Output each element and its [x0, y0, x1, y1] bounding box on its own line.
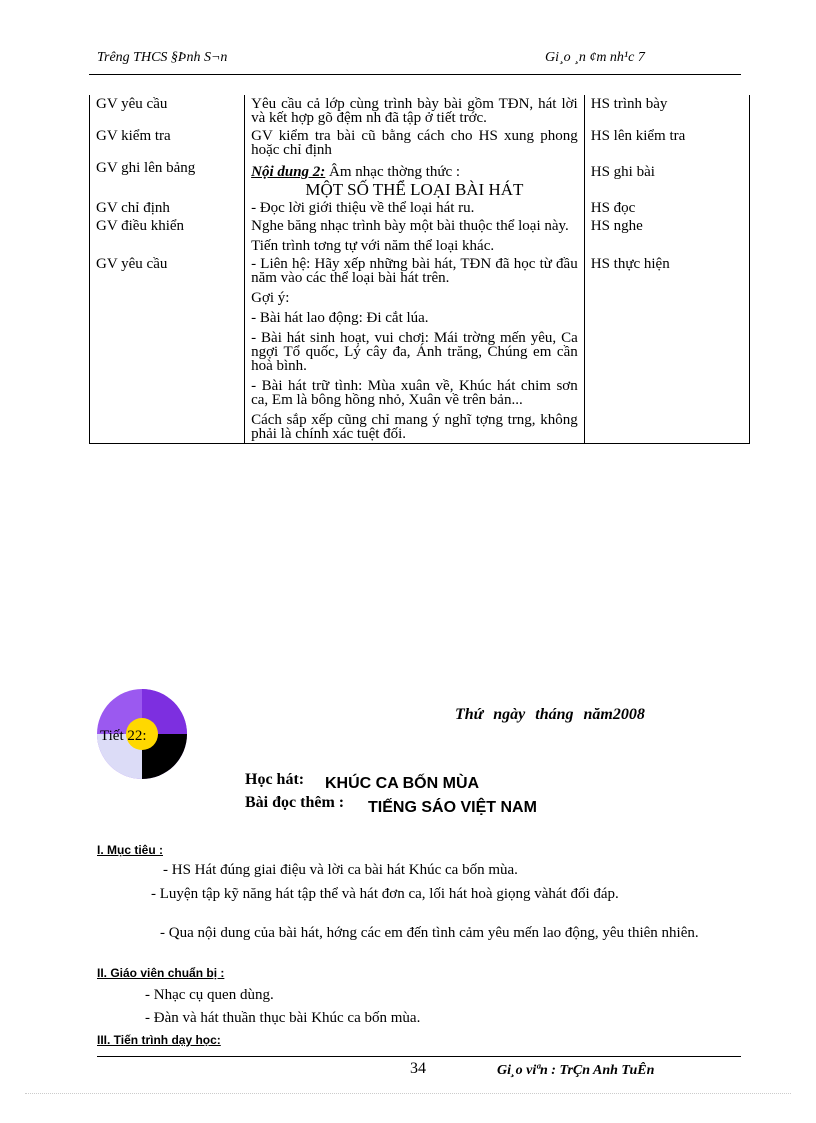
content-text: - Liên hệ: Hãy xếp những bài hát, TĐN đã học từ đầu năm vào các thể loại bài hát trên. — [251, 256, 578, 286]
content-text: - Bài hát sinh hoạt, vui chơi: Mái trờng mến yêu, Ca ngợi Tổ quốc, Lý cây đa, Ánh trăng, Chúng em cần hoà bình. — [251, 330, 578, 374]
content-cell — [245, 159, 585, 199]
student-cell: HS ghi bài — [584, 159, 749, 199]
student-cell: HS trình bày — [584, 95, 749, 127]
teacher-cell: GV chỉ định — [90, 199, 245, 217]
section-title: MỘT SỐ THỂ LOẠI BÀI HÁT — [305, 180, 524, 199]
teacher-cell: GV yêu cầu — [90, 255, 245, 444]
lesson-table — [89, 95, 750, 444]
content-cell — [245, 127, 585, 159]
section-process: III. Tiến trình dạy học: — [97, 1033, 221, 1047]
content-text: - Bài hát trữ tình: Mùa xuân về, Khúc hát chim sơn ca, Em là bông hồng nhỏ, Xuân về trên bản... — [251, 378, 578, 408]
footer-author: Gi¸o viªn : TrÇn Anh TuÊn — [497, 1063, 655, 1078]
content-cell — [245, 217, 585, 255]
teacher-cell: GV yêu cầu — [90, 95, 245, 127]
table-row — [90, 199, 750, 217]
teacher-cell: GV điều khiển — [90, 217, 245, 255]
content-text: Tiến trình tơng tự với năm thể loại khác. — [251, 238, 495, 254]
content-text: Nghe băng nhạc trình bày một bài thuộc thể loại này. — [251, 218, 569, 234]
reading-label: Bài đọc thêm : — [245, 794, 345, 811]
song-title: KHÚC CA BỐN MÙA — [325, 775, 480, 792]
content-text: - Đọc lời giới thiệu về thể loại hát ru. — [251, 200, 475, 216]
content-text: Gợi ý: — [251, 290, 290, 306]
content-text: Yêu cầu cả lớp cùng trình bày bài gồm TĐN, hát lời và kết hợp gõ đệm nh đã tập ở tiết trớc. — [251, 96, 578, 126]
content-text: Âm nhạc thờng thức : — [325, 164, 461, 180]
page-number: 34 — [410, 1060, 426, 1077]
table-row — [90, 217, 750, 255]
section-objectives: I. Mục tiêu : — [97, 843, 163, 857]
student-cell: HS thực hiện — [584, 255, 749, 444]
lesson-number: Tiết 22: — [100, 728, 147, 744]
page-edge — [25, 1093, 791, 1094]
objective-item: - Luyện tập kỹ năng hát tập thể và hát đơn ca, lối hát hoà giọng vàhát đối đáp. — [151, 886, 619, 902]
teacher-cell: GV kiểm tra — [90, 127, 245, 159]
section-preparation: II. Giáo viên chuẩn bị : — [97, 966, 225, 980]
table-row — [90, 159, 750, 199]
reading-title: TIẾNG SÁO VIỆT NAM — [368, 799, 537, 816]
objective-item: - HS Hát đúng giai điệu và lời ca bài hát Khúc ca bốn mùa. — [163, 862, 518, 878]
footer-rule — [97, 1056, 741, 1057]
student-cell: HS đọc — [584, 199, 749, 217]
preparation-item: - Nhạc cụ quen dùng. — [145, 987, 274, 1003]
preparation-item: - Đàn và hát thuần thục bài Khúc ca bốn mùa. — [145, 1010, 421, 1026]
content-label: Nội dung 2: — [251, 164, 326, 180]
table-row — [90, 127, 750, 159]
objective-item: - Qua nội dung của bài hát, hớng các em đến tình cảm yêu mến lao động, yêu thiên nhiên. — [160, 925, 699, 941]
content-text: - Bài hát lao động: Đi cắt lúa. — [251, 310, 429, 326]
student-cell: HS nghe — [584, 217, 749, 255]
content-cell — [245, 95, 585, 127]
song-label: Học hát: — [245, 771, 305, 788]
header-rule — [89, 74, 741, 75]
student-cell: HS lên kiểm tra — [584, 127, 749, 159]
content-text: GV kiểm tra bài cũ bằng cách cho HS xung phong hoặc chỉ định — [251, 128, 578, 158]
table-row — [90, 255, 750, 444]
header-subject: Gi¸o ¸n ¢m nh¹c 7 — [545, 50, 645, 65]
content-cell — [245, 255, 585, 444]
table-row — [90, 95, 750, 127]
header-school: Trêng THCS §Þnh S¬n — [97, 50, 228, 65]
teacher-cell: GV ghi lên bảng — [90, 159, 245, 199]
content-text: Cách sắp xếp cũng chỉ mang ý nghĩ tợng trng, không phải là chính xác tuệt đối. — [251, 412, 578, 442]
content-cell — [245, 199, 585, 217]
lesson-date: Thứ ngày tháng năm2008 — [455, 706, 645, 723]
